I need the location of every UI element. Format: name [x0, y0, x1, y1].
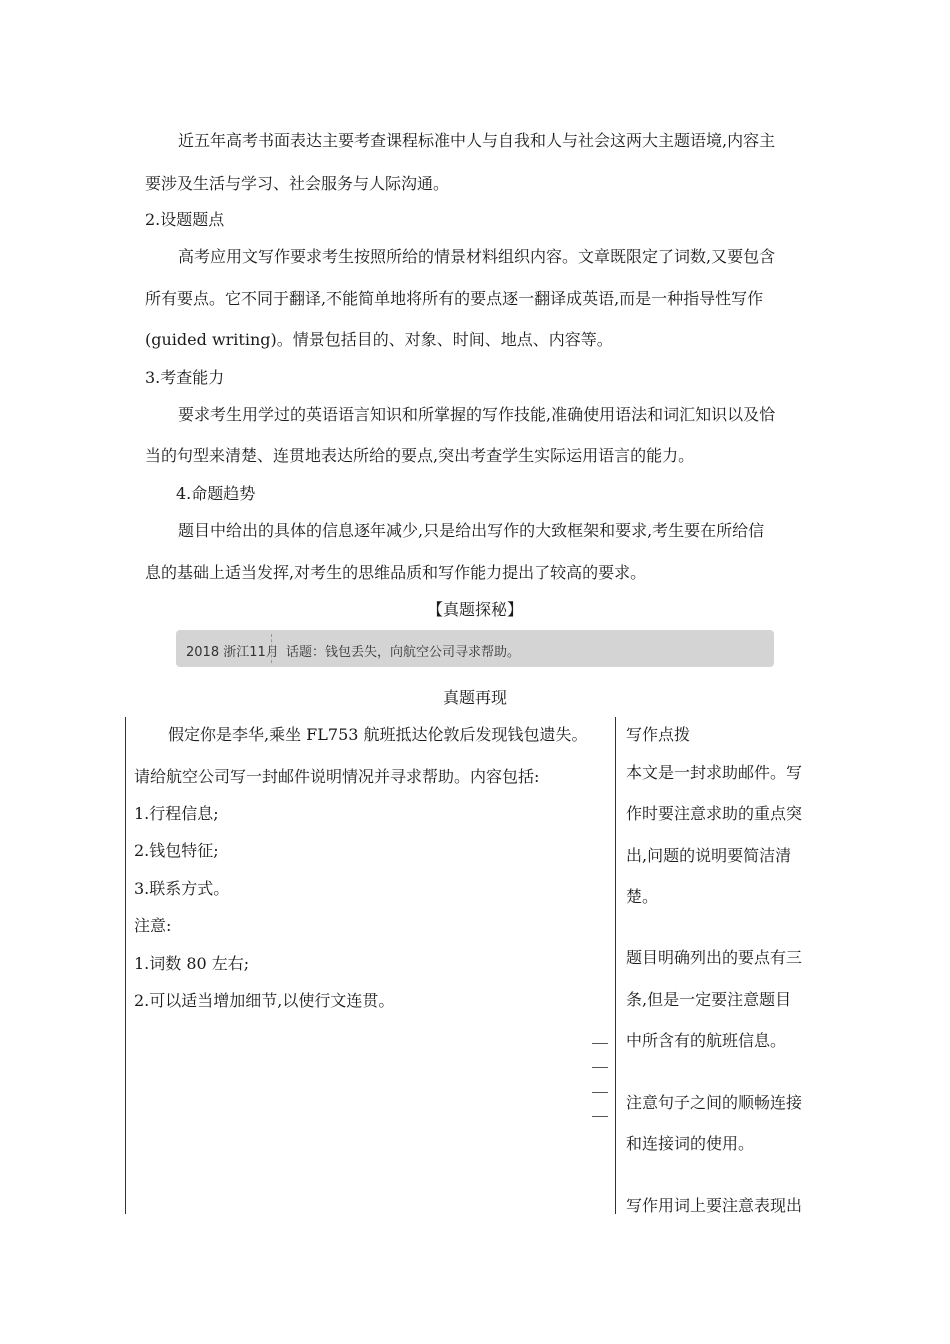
column-divider	[615, 717, 616, 1214]
tip-3-line: 和连接词的使用。	[626, 1134, 755, 1153]
banner-topic: 话题：钱包丢失，向航空公司寻求帮助。	[286, 645, 521, 660]
section-4-heading: 4.命题趋势	[176, 484, 256, 503]
prompt-line-2: 请给航空公司写一封邮件说明情况并寻求帮助。内容包括:	[134, 767, 540, 786]
section-2-heading: 2.设题题点	[145, 210, 225, 229]
intro-line-2: 要涉及生活与学习、社会服务与人际沟通。	[145, 174, 450, 193]
tip-2-line: 中所含有的航班信息。	[626, 1031, 787, 1050]
topic-banner	[176, 630, 774, 667]
tip-3-line: 注意句子之间的顺畅连接	[626, 1093, 803, 1112]
prompt-item-2: 2.钱包特征;	[134, 841, 219, 860]
section-3-heading: 3.考查能力	[145, 368, 225, 387]
reproduce-title: 真题再现	[442, 688, 507, 707]
section-3-line-1: 要求考生用学过的英语语言知识和所掌握的写作技能,准确使用语法和词汇知识以及恰	[178, 405, 776, 424]
section-2-line-3: (guided writing)。情景包括目的、对象、时间、地点、内容等。	[145, 330, 613, 349]
tip-1-line: 本文是一封求助邮件。写	[626, 763, 803, 782]
tip-1-line: 作时要注意求助的重点突	[626, 804, 803, 823]
prompt-item-1: 1.行程信息;	[134, 804, 219, 823]
tip-2-line: 题目明确列出的要点有三	[626, 948, 803, 967]
section-3-line-2: 当的句型来清楚、连贯地表达所给的要点,突出考查学生实际运用语言的能力。	[145, 446, 695, 465]
section-4-line-1: 题目中给出的具体的信息逐年减少,只是给出写作的大致框架和要求,考生要在所给信	[178, 521, 765, 540]
prompt-item-3: 3.联系方式。	[134, 879, 230, 898]
tip-2-line: 条,但是一定要注意题目	[626, 990, 792, 1009]
tip-4-line: 写作用词上要注意表现出	[626, 1196, 803, 1215]
prompt-line-1: 假定你是李华,乘坐 FL753 航班抵达伦敦后发现钱包遗失。	[168, 725, 588, 744]
connector-dash	[592, 1116, 608, 1117]
tips-title: 写作点拨	[626, 725, 691, 744]
section-2-line-2: 所有要点。它不同于翻译,不能简单地将所有的要点逐一翻译成英语,而是一种指导性写作	[145, 289, 764, 308]
banner-year: 2018 浙江11月	[186, 645, 279, 660]
connector-dash	[592, 1092, 608, 1093]
note-item-2: 2.可以适当增加细节,以使行文连贯。	[134, 991, 395, 1010]
connector-dash	[592, 1067, 608, 1068]
banner-divider	[271, 634, 272, 663]
intro-line-1: 近五年高考书面表达主要考查课程标准中人与自我和人与社会这两大主题语境,内容主	[178, 131, 776, 150]
left-border	[125, 717, 126, 1214]
exam-title: 【真题探秘】	[426, 600, 523, 619]
connector-dash	[592, 1043, 608, 1044]
section-4-line-2: 息的基础上适当发挥,对考生的思维品质和写作能力提出了较高的要求。	[145, 563, 647, 582]
note-heading: 注意:	[134, 916, 172, 935]
tip-1-line: 楚。	[626, 887, 659, 906]
tip-1-line: 出,问题的说明要简洁清	[626, 846, 792, 865]
section-2-line-1: 高考应用文写作要求考生按照所给的情景材料组织内容。文章既限定了词数,又要包含	[178, 247, 776, 266]
note-item-1: 1.词数 80 左右;	[134, 954, 250, 973]
